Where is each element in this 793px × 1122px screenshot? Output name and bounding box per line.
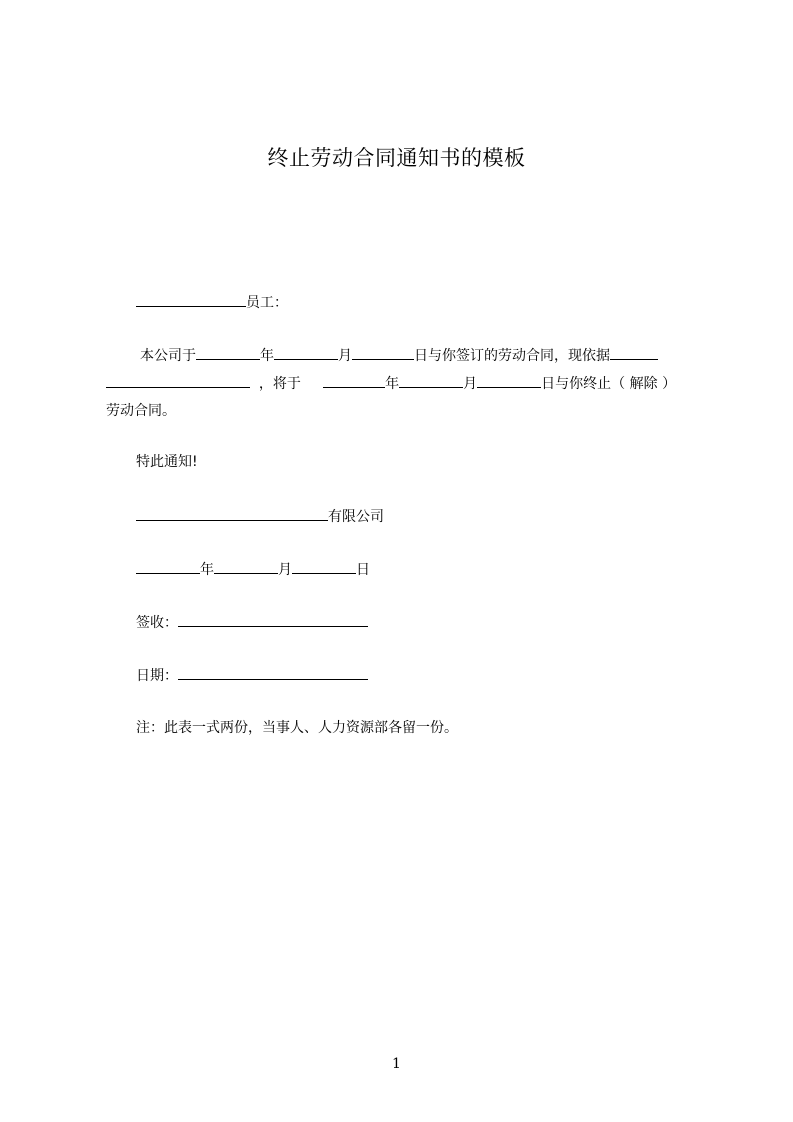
document-title: 终止劳动合同通知书的模板 bbox=[267, 146, 526, 170]
year-label: 年 bbox=[260, 348, 274, 364]
sign-year-blank bbox=[196, 344, 260, 360]
paragraph-line-3: 劳动合同。 bbox=[106, 403, 176, 419]
end-day-blank bbox=[477, 372, 541, 388]
company-label: 有限公司 bbox=[328, 509, 384, 525]
contract-text-1: 本公司于 bbox=[140, 348, 196, 364]
signature-line bbox=[136, 611, 368, 633]
paragraph-line-2 bbox=[106, 372, 676, 394]
issue-year-blank bbox=[136, 558, 200, 574]
end-year-blank bbox=[323, 372, 385, 388]
basis-blank-2 bbox=[106, 372, 250, 388]
page-number: 1 bbox=[392, 1056, 401, 1072]
employee-line bbox=[136, 291, 288, 313]
receipt-date-label: 日期： bbox=[136, 668, 178, 684]
issue-day-blank bbox=[292, 558, 356, 574]
month-label-2: 月 bbox=[463, 376, 478, 392]
basis-blank-1 bbox=[610, 344, 658, 360]
paragraph-line-1 bbox=[140, 344, 658, 366]
sign-day-blank bbox=[352, 344, 414, 360]
notice-text: 特此通知! bbox=[136, 454, 198, 470]
contract-text-2: 日与你签订的劳动合同，现依据 bbox=[414, 348, 610, 364]
company-name-blank bbox=[136, 505, 328, 521]
issue-year-label: 年 bbox=[200, 562, 214, 578]
receipt-date-blank bbox=[178, 664, 368, 680]
end-month-blank bbox=[399, 372, 463, 388]
issue-month-blank bbox=[214, 558, 278, 574]
issue-day-label: 日 bbox=[356, 562, 370, 578]
contract-text-4: 日与你终止（ 解除 ） bbox=[541, 376, 677, 392]
issue-date-line bbox=[136, 558, 370, 580]
month-label: 月 bbox=[338, 348, 352, 364]
employee-label: 员工： bbox=[246, 295, 288, 311]
footnote: 注：此表一式两份，当事人、人力资源部各留一份。 bbox=[136, 720, 458, 736]
issue-month-label: 月 bbox=[278, 562, 292, 578]
receipt-date-line bbox=[136, 664, 368, 686]
employee-name-blank bbox=[136, 291, 246, 307]
signature-blank bbox=[178, 611, 368, 627]
signature-label: 签收： bbox=[136, 615, 178, 631]
sign-month-blank bbox=[274, 344, 338, 360]
company-line bbox=[136, 505, 384, 527]
year-label-2: 年 bbox=[385, 376, 400, 392]
contract-text-3: ，将于 bbox=[258, 376, 301, 392]
